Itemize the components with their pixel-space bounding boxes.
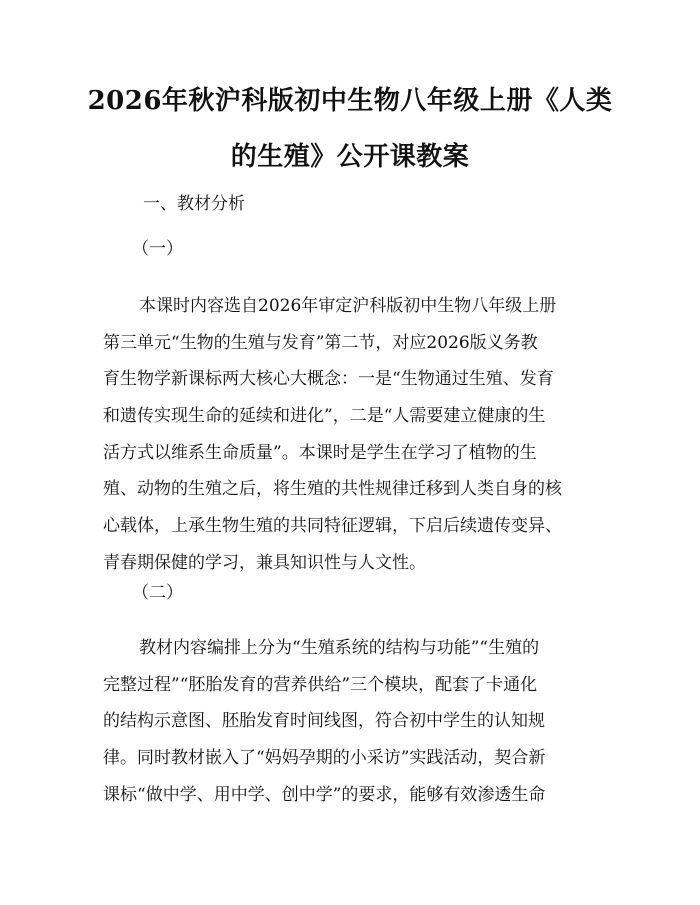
paragraph-2-line: 的结构示意图、胚胎发育时间线图，符合初中学生的认知规 [103,711,545,732]
paragraph-2-line: 课标“做中学、用中学、创中学”的要求，能够有效渗透生命 [103,784,546,805]
document-title-line-2: 的生殖》公开课教案 [230,142,470,172]
paragraph-1-line: 活方式以维系生命质量”。本课时是学生在学习了植物的生 [103,442,537,463]
paragraph-1-line: 青春期保健的学习，兼具知识性与人文性。 [103,552,426,573]
paragraph-1-line: 殖、动物的生殖之后，将生殖的共性规律迁移到人类自身的核 [103,479,562,500]
paragraph-2-line: 完整过程”“胚胎发育的营养供给”三个模块，配套了卡通化 [103,674,538,695]
paragraph-1-line: 第三单元“生物的生殖与发育”第二节，对应2026版义务教 [103,332,538,353]
document-title-line-1: 2026年秋沪科版初中生物八年级上册《人类 [87,86,613,116]
subsection-heading-2: （二） [132,583,183,603]
paragraph-1-line: 育生物学新课标两大核心大概念：一是“生物通过生殖、发育 [103,369,554,390]
section-heading: 一、教材分析 [143,194,245,214]
paragraph-1 [103,288,603,582]
subsection-heading-1: （一） [132,239,183,259]
paragraph-1-line: 本课时内容选自2026年审定沪科版初中生物八年级上册 [139,296,557,316]
paragraph-2-line: 律。同时教材嵌入了“妈妈孕期的小采访”实践活动，契合新 [103,748,546,769]
paragraph-2 [103,630,603,813]
paragraph-1-line: 心载体，上承生物生殖的共同特征逻辑，下启后续遗传变异、 [103,516,562,537]
paragraph-1-line: 和遗传实现生命的延续和进化”，二是“人需要建立健康的生 [103,406,546,427]
paragraph-2-line: 教材内容编排上分为“生殖系统的结构与功能”“生殖的 [139,638,540,658]
